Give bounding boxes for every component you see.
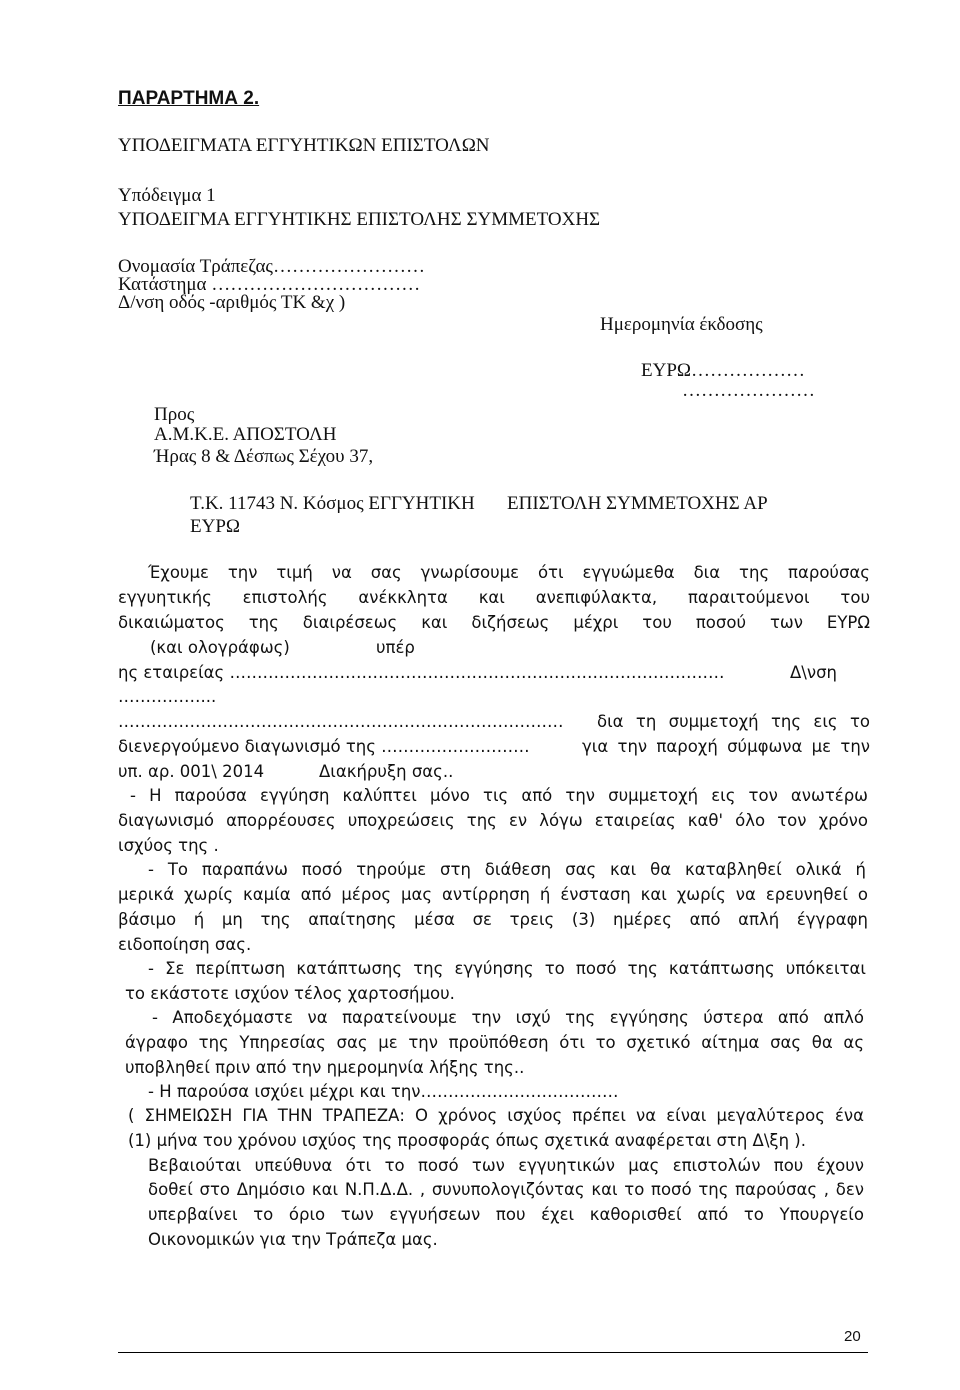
page-number: 20 xyxy=(844,1328,861,1345)
recipient-postal-left: Τ.Κ. 11743 Ν. Κόσμος ΕΓΓΥΗΤΙΚΗ xyxy=(190,493,475,514)
bank-name-line: Ονομασία Τράπεζας…………………… xyxy=(118,256,425,277)
paragraph-4-line-1: - Σε περίπτωση κατάπτωσης της εγγύησης το ποσό της κατάπτωσης υπόκειται xyxy=(148,959,866,978)
sample-number: Υπόδειγμα 1 xyxy=(118,185,216,206)
paragraph-3-line-1: - Το παραπάνω ποσό τηρούμε στη διάθεση σας και θα καταβληθεί ολικά ή xyxy=(148,860,866,879)
certification-line-4: Οικονομικών για την Τράπεζα μας. xyxy=(148,1230,438,1249)
bank-note-line-2: (1) μήνα του χρόνου ισχύος της προσφοράς όπως σχετικά αναφέρεται στη Δ\ξη ). xyxy=(128,1131,806,1150)
paragraph-1-line-7a: ……………………………………………………………………… xyxy=(118,712,564,731)
paragraph-1-line-5b: Δ\νση xyxy=(790,663,837,682)
bank-branch-line: Κατάστημα …………………………… xyxy=(118,274,421,295)
paragraph-1-line-9a: υπ. αρ. 001\ 2014 xyxy=(118,762,265,781)
certification-line-1: Βεβαιούται υπεύθυνα ότι το ποσό των εγγυητικών μας επιστολών που έχουν xyxy=(148,1156,864,1175)
paragraph-5-line-2: άγραφο της Υπηρεσίας σας με την προϋπόθεση ότι το σχετικό αίτημα σας θα ας xyxy=(125,1033,864,1052)
recipient-address: Ήρας 8 & Δέσπως Σέχου 37, xyxy=(154,446,374,467)
certification-line-3: υπερβαίνει το όριο των εγγυήσεων που έχει καθορισθεί από το Υπουργείο xyxy=(148,1205,864,1224)
recipient-org: Α.Μ.Κ.Ε. ΑΠΟΣΤΟΛΗ xyxy=(154,424,337,445)
paragraph-6-line-1: - Η παρούσα ισχύει μέχρι και την……………………………… xyxy=(148,1082,619,1101)
paragraph-1-line-9b: Διακήρυξη σας.. xyxy=(319,762,454,781)
bank-note-line-1: ( ΣΗΜΕΙΩΣΗ ΓΙΑ ΤΗΝ ΤΡΑΠΕΖΑ: Ο χρόνος ισχύος πρέπει να είναι μεγαλύτερος ένα xyxy=(128,1106,864,1125)
paragraph-1-line-4b: υπέρ xyxy=(376,638,415,657)
paragraph-5-line-3: υποβληθεί πριν από την ημερομηνία λήξης της.. xyxy=(125,1058,525,1077)
bank-address-line: Δ/νση οδός -αριθμός ΤΚ &χ ) xyxy=(118,292,346,313)
paragraph-1-line-1: Έχουμε την τιμή να σας γνωρίσουμε ότι εγγυώμεθα δια της παρούσας xyxy=(148,563,870,582)
footer-rule xyxy=(118,1352,868,1353)
certification-line-2: δοθεί στο Δημόσιο και Ν.Π.Δ.Δ. , συνυπολογιζόντας και το ποσό της παρούσας , δεν xyxy=(148,1180,864,1199)
paragraph-1-line-8a: διενεργούμενο διαγωνισμό της ……………………… xyxy=(118,737,530,756)
paragraph-1-line-2: εγγυητικής επιστολής ανέκκλητα και ανεπιφύλακτα, παραιτούμενοι του xyxy=(118,588,870,607)
sample-title: ΥΠΟΔΕΙΓΜΑ ΕΓΓΥΗΤΙΚΗΣ ΕΠΙΣΤΟΛΗΣ ΣΥΜΜΕΤΟΧΗΣ xyxy=(118,209,601,230)
paragraph-1-line-7b: δια τη συμμετοχή της εις το xyxy=(597,712,870,731)
recipient-to: Προς xyxy=(154,404,195,425)
recipient-currency: ΕΥΡΩ xyxy=(190,516,241,537)
issue-date-label: Ημερομηνία έκδοσης xyxy=(600,314,763,335)
paragraph-3-line-2: μερικά χωρίς καμία από μέρος μας αντίρρηση ή ένσταση και χωρίς να ερευνηθεί ο xyxy=(118,885,868,904)
paragraph-3-line-3: βάσιμο ή μη της απαίτησης μέσα σε τρεις (3) ημέρες από απλή έγγραφη xyxy=(118,910,868,929)
paragraph-1-line-6: ……………... xyxy=(118,687,217,706)
section-title: ΥΠΟΔΕΙΓΜΑΤΑ ΕΓΓΥΗΤΙΚΩΝ ΕΠΙΣΤΟΛΩΝ xyxy=(118,135,490,156)
paragraph-2-line-3: ισχύος της . xyxy=(118,836,219,855)
issue-currency-line: ΕΥΡΩ……………… xyxy=(641,360,806,381)
paragraph-4-line-2: το εκάστοτε ισχύον τέλος χαρτοσήμου. xyxy=(125,984,455,1003)
appendix-title: ΠΑΡΑΡΤΗΜΑ 2. xyxy=(118,88,260,109)
issue-dots-line: ………………… xyxy=(682,380,815,401)
recipient-postal-right: ΕΠΙΣΤΟΛΗ ΣΥΜΜΕΤΟΧΗΣ ΑΡ xyxy=(507,493,768,514)
paragraph-1-line-4a: (και ολογράφως) xyxy=(150,638,290,657)
paragraph-2-line-1: - Η παρούσα εγγύηση καλύπτει μόνο τις από την συμμετοχή εις τον ανωτέρω xyxy=(130,786,868,805)
paragraph-1-line-5a: ης εταιρείας ……………………………………………………………………………… xyxy=(118,663,725,682)
paragraph-3-line-4: ειδοποίηση σας. xyxy=(118,935,252,954)
paragraph-1-line-3: δικαιώματος της διαιρέσεως και διζήσεως μέχρι του ποσού των ΕΥΡΩ xyxy=(118,613,870,632)
paragraph-1-line-8b: για την παροχή σύμφωνα με την xyxy=(582,737,870,756)
paragraph-5-line-1: - Αποδεχόμαστε να παρατείνουμε την ισχύ της εγγύησης ύστερα από απλό xyxy=(152,1008,864,1027)
paragraph-2-line-2: διαγωνισμό απορρέουσες υποχρεώσεις της εν λόγω εταιρείας καθ' όλο τον χρόνο xyxy=(118,811,868,830)
